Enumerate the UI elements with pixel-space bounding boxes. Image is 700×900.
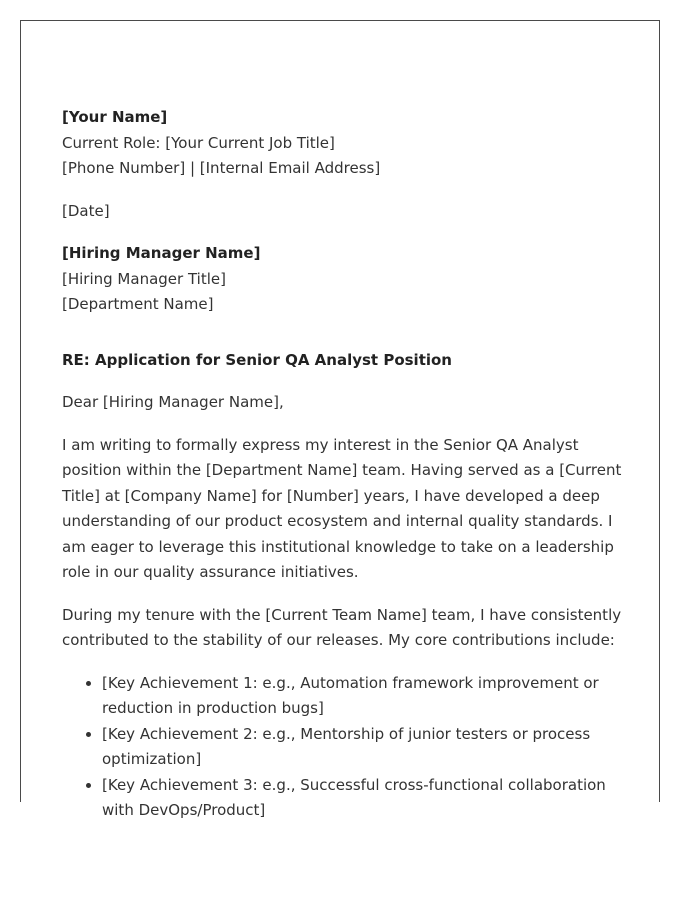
salutation: Dear [Hiring Manager Name], bbox=[62, 393, 284, 411]
body-paragraph: During my tenure with the [Current Team Name] team, I have consistently contributed to the stability of our releases. My core contributions include: bbox=[62, 605, 622, 649]
subject-line: RE: Application for Senior QA Analyst Position bbox=[62, 350, 452, 369]
sender-contact: [Phone Number] | [Internal Email Address] bbox=[62, 159, 381, 177]
sender-role: Current Role: [Your Current Job Title] bbox=[62, 133, 335, 152]
sender-block bbox=[62, 105, 622, 182]
list-item: • [Key Achievement 2: e.g., Mentorship of junior testers or process optimization] bbox=[102, 722, 622, 773]
list-item: • [Key Achievement 1: e.g., Automation framework improvement or reduction in production bugs] bbox=[102, 671, 622, 722]
recipient-block bbox=[62, 241, 622, 318]
recipient-title: [Hiring Manager Title] bbox=[62, 269, 226, 288]
recipient-name: [Hiring Manager Name] bbox=[62, 244, 261, 262]
recipient-department: [Department Name] bbox=[62, 295, 214, 313]
letter-date: [Date] bbox=[62, 201, 110, 220]
achievements-list bbox=[62, 671, 622, 824]
list-item: • [Key Achievement 3: e.g., Successful cross-functional collaboration with DevOps/Product] bbox=[102, 773, 622, 824]
letter-content bbox=[62, 105, 622, 824]
sender-name: [Your Name] bbox=[62, 108, 168, 126]
letter-page bbox=[20, 20, 660, 819]
body-paragraph: I am writing to formally express my interest in the Senior QA Analyst position within the [Department Name] team. Having served as a [Current Title] at [Company Name] for [Number] years, I have developed a deep understanding of our product ecosystem and internal quality standards. I am eager to leverage this institutional knowledge to take on a leadership role in our quality assurance initiatives. bbox=[62, 435, 622, 581]
